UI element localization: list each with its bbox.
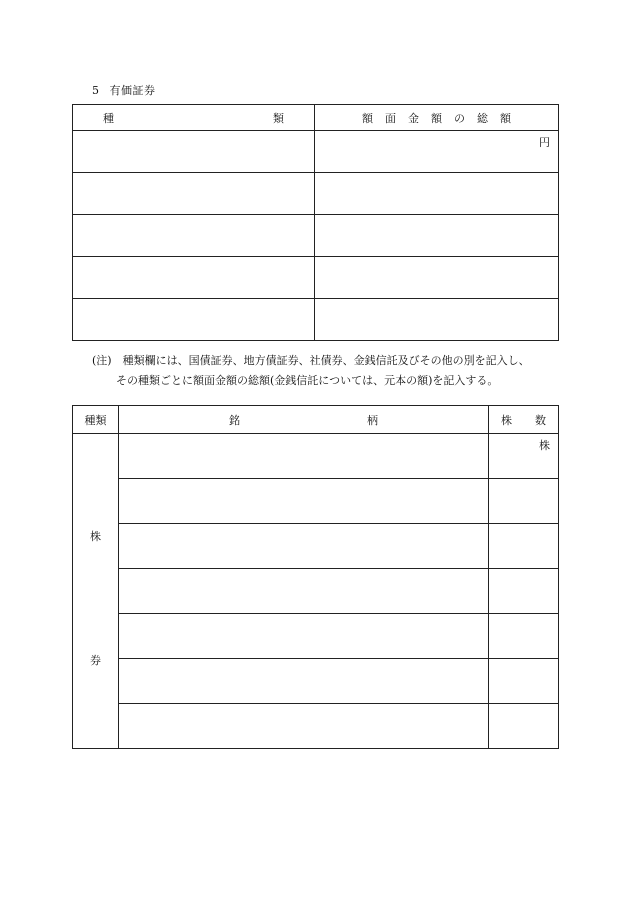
kind-input-cell[interactable]: [73, 257, 315, 299]
table-header-row: [73, 105, 559, 131]
header-kind-right: 類: [273, 111, 284, 125]
brand-input-cell[interactable]: [119, 614, 489, 659]
amount-input-cell[interactable]: [315, 215, 559, 257]
shares-input-cell[interactable]: [489, 704, 559, 749]
table-row: [73, 299, 559, 341]
note: [92, 351, 530, 391]
note-line-2: その種類ごとに額面金額の総額(金銭信託については、元本の額)を記入する。: [116, 374, 499, 387]
table-row: [73, 569, 559, 614]
header-shares: [489, 406, 559, 434]
table-row: [73, 173, 559, 215]
section-number: 5: [92, 84, 100, 97]
securities-table: [72, 104, 559, 341]
table-row: [73, 215, 559, 257]
amount-input-cell[interactable]: [315, 131, 559, 173]
table-row: [73, 524, 559, 569]
shares-input-cell[interactable]: [489, 659, 559, 704]
table-header-row: [73, 406, 559, 434]
yen-unit: 円: [539, 136, 550, 149]
brand-input-cell[interactable]: [119, 569, 489, 614]
table-row: [73, 614, 559, 659]
header-shares-right: 数: [535, 413, 546, 427]
table-row: [73, 479, 559, 524]
amount-input-cell[interactable]: [315, 299, 559, 341]
header-brand-left: 銘: [229, 413, 240, 427]
brand-input-cell[interactable]: [119, 434, 489, 479]
kind-input-cell[interactable]: [73, 299, 315, 341]
shares-input-cell[interactable]: [489, 614, 559, 659]
header-kind: 種類: [73, 406, 119, 434]
section-heading: 有価証券: [109, 84, 156, 97]
brand-input-cell[interactable]: [119, 524, 489, 569]
header-brand-right: 柄: [367, 413, 378, 427]
table-row: [73, 704, 559, 749]
table-row: [73, 659, 559, 704]
note-line-1: (注) 種類欄には、国債証券、地方債証券、社債券、金銭信託及びその他の別を記入し、: [92, 354, 530, 367]
stock-kind-cell: [73, 434, 119, 749]
amount-input-cell[interactable]: [315, 257, 559, 299]
brand-input-cell[interactable]: [119, 659, 489, 704]
kind-char-stock: 株: [90, 530, 101, 543]
header-kind: [73, 105, 315, 131]
table-row: [73, 434, 559, 479]
table-row: [73, 257, 559, 299]
kind-input-cell[interactable]: [73, 215, 315, 257]
amount-input-cell[interactable]: [315, 173, 559, 215]
header-kind-left: 種: [103, 111, 114, 125]
kind-input-cell[interactable]: [73, 173, 315, 215]
kind-char-certificate: 券: [90, 654, 101, 667]
section-title: [92, 82, 156, 98]
header-face-value: [315, 105, 559, 131]
brand-input-cell[interactable]: [119, 704, 489, 749]
shares-input-cell[interactable]: [489, 569, 559, 614]
shares-input-cell[interactable]: [489, 524, 559, 569]
header-brand: [119, 406, 489, 434]
stock-table: [72, 405, 559, 749]
brand-input-cell[interactable]: [119, 479, 489, 524]
header-face-value-label: 額面金額の総額: [362, 111, 523, 125]
kind-input-cell[interactable]: [73, 131, 315, 173]
header-shares-left: 株: [501, 413, 512, 427]
table-row: [73, 131, 559, 173]
shares-unit: 株: [539, 439, 550, 452]
shares-input-cell[interactable]: [489, 434, 559, 479]
shares-input-cell[interactable]: [489, 479, 559, 524]
